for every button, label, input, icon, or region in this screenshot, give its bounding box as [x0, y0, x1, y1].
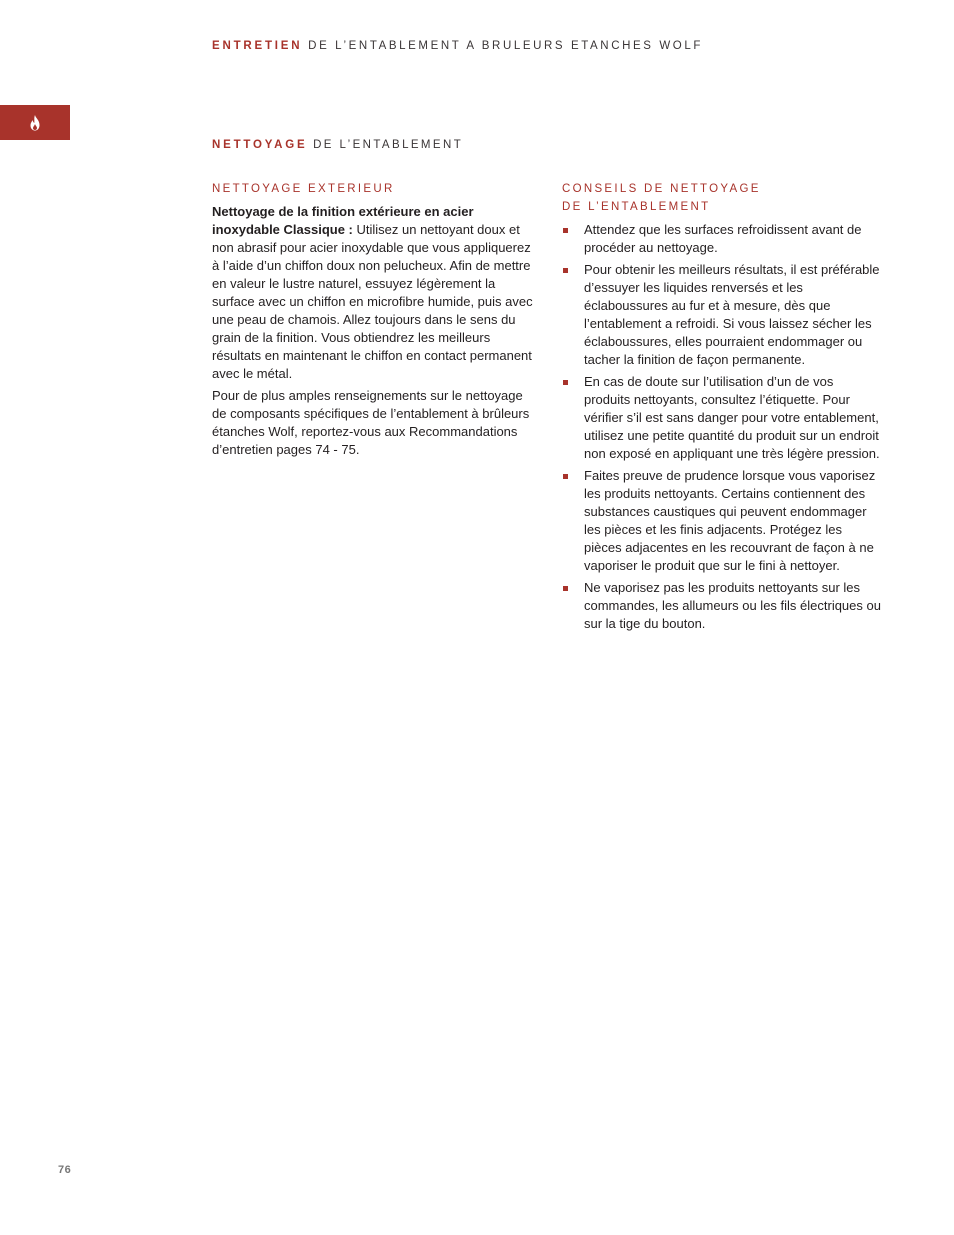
list-item	[562, 579, 882, 633]
bullet-square-icon	[563, 228, 568, 233]
bullet-square-icon	[563, 380, 568, 385]
header-rest: DE L’ENTABLEMENT A BRULEURS ETANCHES WOLF	[302, 40, 703, 52]
list-item-text: Faites preuve de prudence lorsque vous vaporisez les produits nettoyants. Certains contiennent des substances caustiques qui peuvent endommager les pièces et les finis adjacents. Protégez les pièces adjacentes en les recouvrant de façon à ne vaporiser le produit que sur le fini à nettoyer.	[584, 468, 876, 573]
flame-icon	[29, 115, 41, 131]
right-column	[562, 180, 882, 637]
section-title	[212, 139, 463, 151]
paragraph-body: Utilisez un nettoyant doux et non abrasif pour acier inoxydable que vous appliquerez à l’aide d’un chiffon doux non pelucheux. Afin de mettre en valeur le lustre naturel, essuyez légèrement la surface avec un chiffon en microfibre humide, puis avec une peau de chamois. Allez toujours dans le sens du grain de la finition. Vous obtiendrez les meilleurs résultats en maintenant le chiffon en contact permanent avec le métal.	[212, 222, 533, 381]
list-item	[562, 467, 882, 575]
paragraph-lead-bold: Nettoyage de la finition extérieure en acier inoxydable Classique :	[212, 204, 474, 237]
list-item	[562, 261, 882, 369]
list-item	[562, 373, 882, 463]
cleaning-tips-heading-line2: DE L’ENTABLEMENT	[562, 201, 711, 213]
cleaning-tips-heading	[562, 180, 882, 216]
exterior-cleaning-heading: NETTOYAGE EXTERIEUR	[212, 183, 395, 195]
exterior-cleaning-paragraph	[212, 203, 534, 383]
left-column	[212, 180, 534, 463]
section-title-rest: DE L’ENTABLEMENT	[307, 139, 464, 151]
bullet-square-icon	[563, 474, 568, 479]
more-info-paragraph: Pour de plus amples renseignements sur le nettoyage de composants spécifiques de l’entablement à brûleurs étanches Wolf, reportez-vous aux Recommandations d’entretien pages 74 - 75.	[212, 388, 530, 457]
header-accent: ENTRETIEN	[212, 40, 303, 52]
section-title-accent: NETTOYAGE	[212, 139, 308, 151]
bullet-square-icon	[563, 268, 568, 273]
bullet-square-icon	[563, 586, 568, 591]
running-header	[212, 40, 703, 52]
list-item	[562, 221, 882, 257]
section-tab	[0, 105, 70, 140]
list-item-text: Ne vaporisez pas les produits nettoyants sur les commandes, les allumeurs ou les fils électriques ou sur la tige du bouton.	[584, 580, 881, 631]
list-item-text: Attendez que les surfaces refroidissent avant de procéder au nettoyage.	[584, 222, 862, 255]
page-number: 76	[58, 1164, 72, 1176]
cleaning-tips-heading-line1: CONSEILS DE NETTOYAGE	[562, 183, 761, 195]
list-item-text: Pour obtenir les meilleurs résultats, il est préférable d’essuyer les liquides renversés et les éclaboussures au fur et à mesure, dès que l’entablement a refroidi. Si vous laissez sécher les éclaboussures, elles pourraient endommager ou tacher la finition de façon permanente.	[584, 262, 880, 367]
list-item-text: En cas de doute sur l’utilisation d’un de vos produits nettoyants, consultez l’étiquette. Pour vérifier s’il est sans danger pour votre entablement, utilisez une petite quantité du produit sur un endroit non exposé en appliquant une très légère pression.	[584, 374, 880, 461]
cleaning-tips-list	[562, 221, 882, 633]
